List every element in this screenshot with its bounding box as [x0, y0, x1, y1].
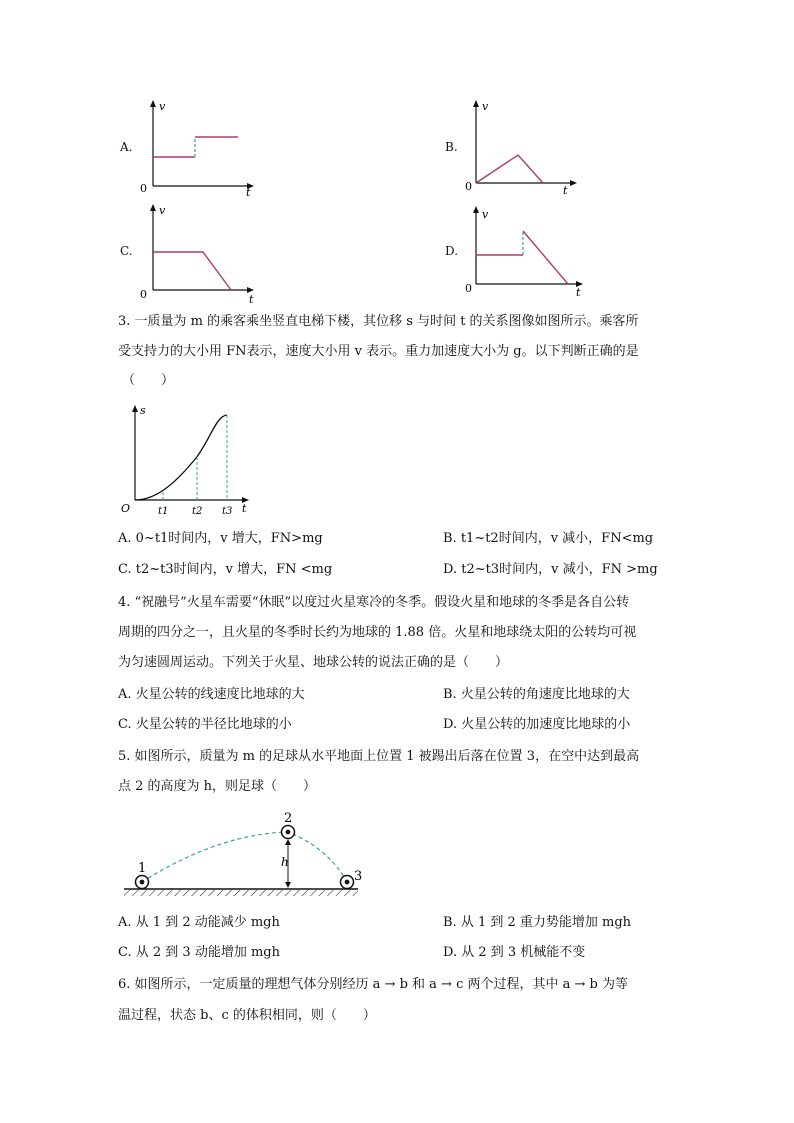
velocity-line-2: [523, 231, 568, 284]
q3-option-d[interactable]: D. t2~t3时间内，v 减小，FN >mg: [443, 562, 658, 577]
q5-stem-line1: 5. 如图所示，质量为 m 的足球从水平地面上位置 1 被踢出后落在位置 3，在空中达到最高: [118, 749, 640, 764]
vt-graph-b: [461, 98, 601, 198]
axis-v-label: v: [159, 100, 166, 113]
vt-graph-d: [461, 204, 601, 304]
option-label: D.: [445, 244, 459, 258]
q5-football-figure: [118, 808, 368, 904]
axis-t-label: t: [246, 186, 251, 198]
t-arrow: [570, 180, 577, 186]
axis-t-label: t: [563, 184, 568, 197]
graph-option-b: [443, 98, 603, 198]
axis-t-label: t: [249, 293, 254, 306]
vt-graph-a: [138, 98, 278, 198]
height-arrow-top: [285, 839, 291, 845]
q5-option-b[interactable]: B. 从 1 到 2 重力势能增加 mgh: [443, 915, 632, 930]
q6-stem-line2: 温过程，状态 b、c 的体积相同，则（ ）: [118, 1008, 376, 1023]
option-label: B.: [445, 140, 458, 154]
label-p3: 3: [354, 869, 363, 884]
q5-option-d[interactable]: D. 从 2 到 3 机械能不变: [443, 945, 586, 960]
v-arrow: [150, 100, 156, 107]
velocity-line: [153, 252, 231, 290]
q5-stem-line2: 点 2 的高度为 h，则足球（ ）: [118, 779, 317, 794]
axis-s-label: s: [140, 404, 146, 417]
q3-option-a[interactable]: A. 0~t1时间内，v 增大，FN>mg: [118, 531, 323, 546]
t3-label: t3: [222, 506, 233, 517]
height-arrow-bottom: [285, 882, 291, 888]
graph-option-a: [118, 98, 278, 198]
label-h: h: [281, 855, 289, 869]
trajectory-dash: [142, 832, 347, 882]
displacement-curve: [135, 415, 227, 500]
axis-t-label: t: [242, 502, 247, 515]
q3-stem-line1: 3. 一质量为 m 的乘客乘坐竖直电梯下楼，其位移 s 与时间 t 的关系图像如图所示。乘客所: [118, 314, 639, 329]
axis-v-label: v: [159, 204, 166, 217]
q3-option-b[interactable]: B. t1~t2时间内，v 减小，FN<mg: [443, 531, 654, 546]
ball-position-1: [136, 876, 149, 889]
ground-hatching: [124, 890, 358, 896]
q4-option-d[interactable]: D. 火星公转的加速度比地球的小: [443, 717, 631, 732]
origin-label: 0: [465, 180, 472, 193]
q4-stem-line1: 4. “祝融号”火星车需要“休眠”以度过火星寒冷的冬季。假设火星和地球的冬季是各自公转: [118, 595, 630, 610]
v-arrow: [473, 206, 479, 213]
q3-stem-line2: 受支持力的大小用 FN表示，速度大小用 v 表示。重力加速度大小为 g。以下判断正确的是: [118, 344, 639, 359]
graph-option-d: [443, 204, 603, 304]
q4-option-b[interactable]: B. 火星公转的角速度比地球的大: [443, 687, 630, 702]
v-arrow: [473, 100, 479, 107]
axis-v-label: v: [482, 100, 489, 113]
q3-stem-line3: （ ）: [122, 373, 175, 388]
origin-label: O: [121, 502, 131, 515]
option-label: C.: [120, 244, 133, 258]
q6-stem-line1: 6. 如图所示，一定质量的理想气体分别经历 a → b 和 a → c 两个过程，其中 a → b 为等: [118, 977, 628, 992]
label-p2: 2: [284, 811, 293, 826]
axis-v-label: v: [482, 208, 489, 221]
q3-st-graph: [118, 402, 258, 520]
q3-option-c[interactable]: C. t2~t3时间内，v 增大，FN <mg: [118, 562, 333, 577]
q4-option-c[interactable]: C. 火星公转的半径比地球的小: [118, 717, 292, 732]
origin-label: 0: [140, 288, 147, 301]
graph-option-c: [118, 202, 278, 306]
q4-option-a[interactable]: A. 火星公转的线速度比地球的大: [118, 687, 305, 702]
q5-option-a[interactable]: A. 从 1 到 2 动能减少 mgh: [118, 915, 280, 930]
axis-t-label: t: [576, 286, 581, 299]
vt-graph-c: [138, 202, 278, 306]
q5-option-c[interactable]: C. 从 2 到 3 动能增加 mgh: [118, 945, 280, 960]
origin-label: 0: [140, 182, 147, 195]
ball-position-2: [282, 826, 295, 839]
v-arrow: [150, 204, 156, 211]
option-label: A.: [120, 140, 133, 154]
origin-label: 0: [465, 282, 472, 295]
t2-label: t2: [192, 506, 203, 517]
q4-stem-line2: 周期的四分之一，且火星的冬季时长约为地球的 1.88 倍。火星和地球绕太阳的公转均可视: [118, 625, 637, 640]
velocity-line: [476, 155, 543, 183]
q4-stem-line3: 为匀速圆周运动。下列关于火星、地球公转的说法正确的是（ ）: [118, 655, 509, 670]
s-arrow: [132, 405, 138, 412]
ball-position-3: [341, 876, 354, 889]
label-p1: 1: [138, 861, 147, 876]
t1-label: t1: [158, 506, 169, 517]
